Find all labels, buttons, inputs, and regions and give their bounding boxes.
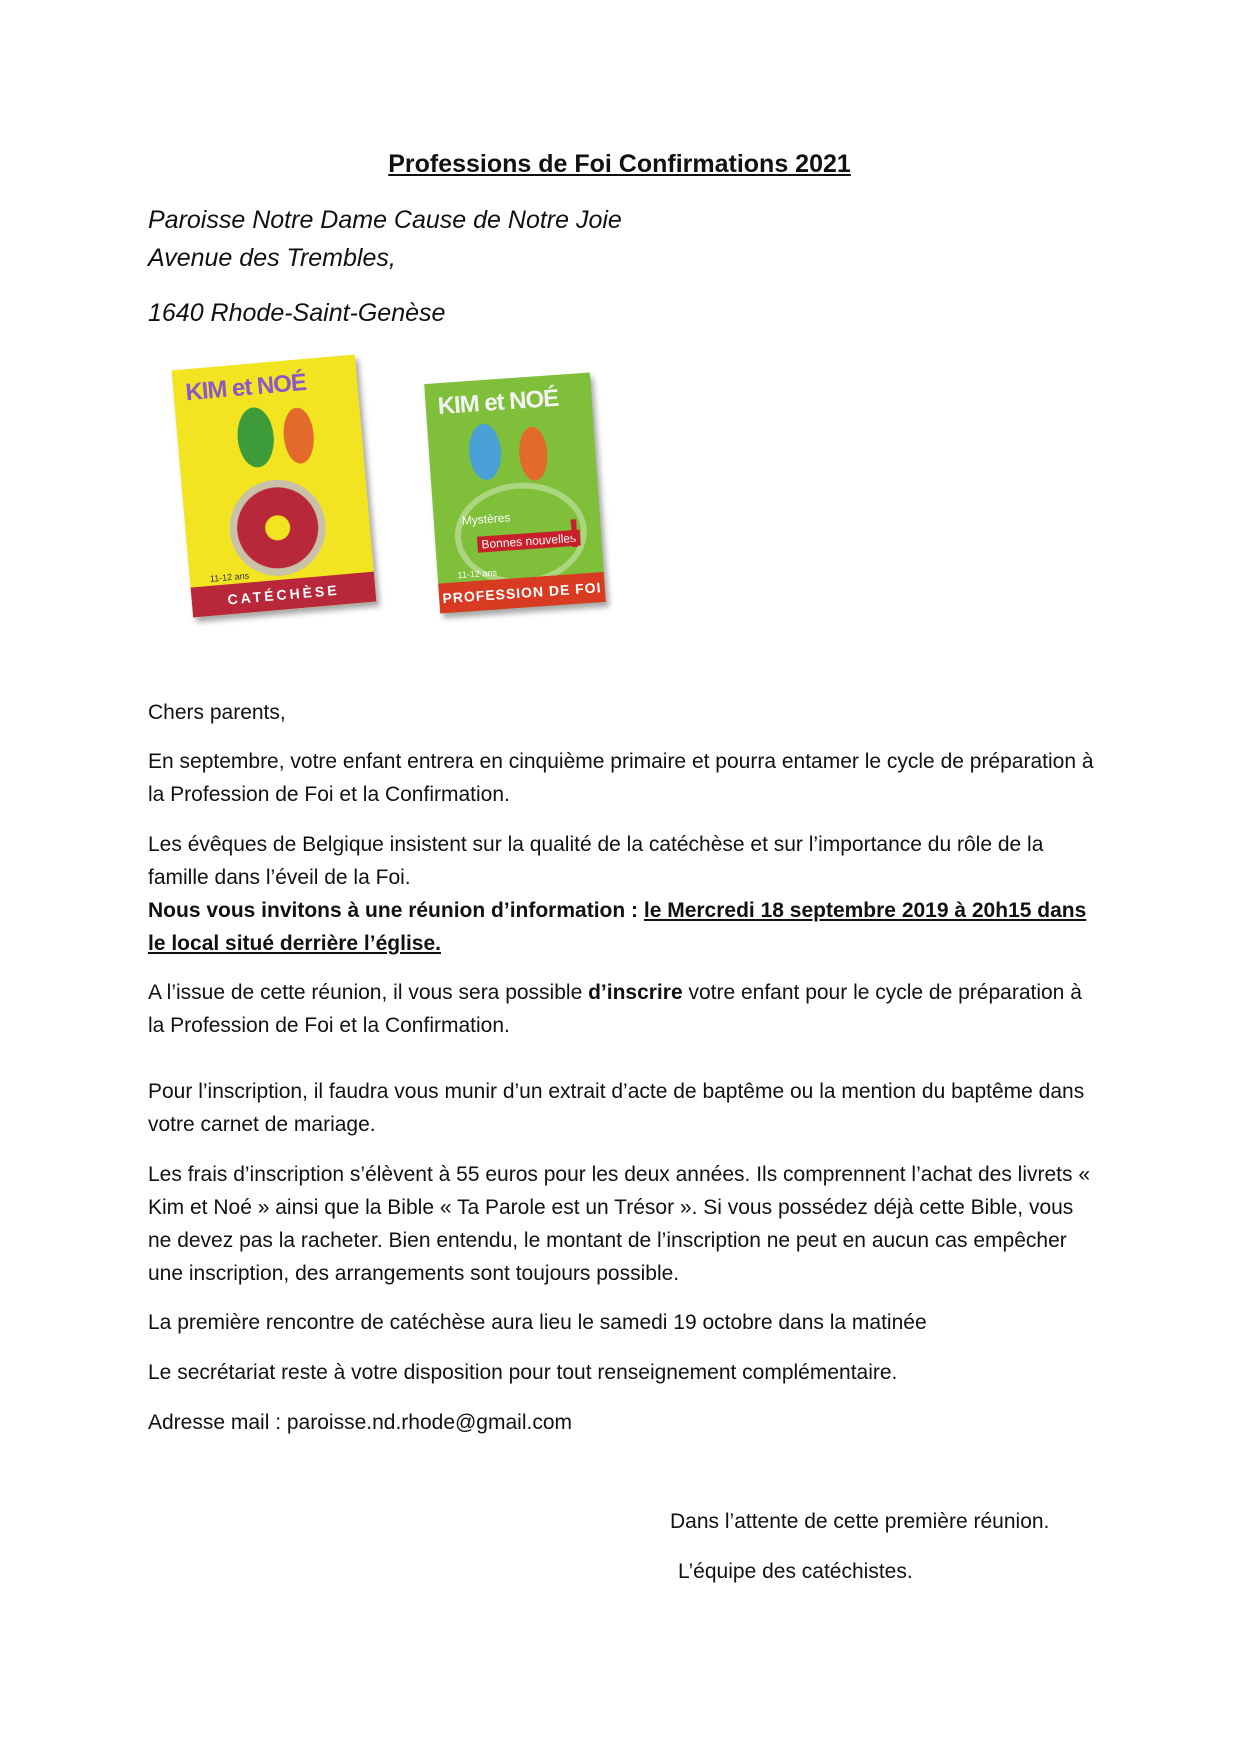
paragraph-first-meeting: La première rencontre de catéchèse aura lieu le samedi 19 octobre dans la matinée [148,1311,927,1334]
cd-disc-icon [226,476,330,580]
paragraph-bishops: Les évêques de Belgique insistent sur la qualité de la catéchèse et sur l’importance du rôle de la famille dans l’éveil de la Foi. [148,833,1044,889]
address-city: 1640 Rhode-Saint-Genèse [148,299,446,327]
book-title: KIM et NOÉ [436,384,560,421]
child-figure-icon [467,423,503,481]
child-figure-icon [517,426,549,482]
address-parish: Paroisse Notre Dame Cause de Notre Joie [148,206,622,234]
paragraph-registration [148,976,1098,1042]
page-title: Professions de Foi Confirmations 2021 [388,150,851,178]
paragraph-fees: Les frais d’inscription s’élèvent à 55 euros pour les deux années. Ils comprennent l’achat des livrets « Kim et Noé » ainsi que la Bible « Ta Parole est un Trésor ». Si vous possédez déjà cette Bible, vous ne devez pas la racheter. Bien entendu, le montant de l’inscription ne peut en aucun cas empêcher une inscription, des arrangements sont toujours possible. [148,1163,1091,1285]
registration-text-end: votre enfant pour le cycle de préparation à la Profession de Foi et la Confirmation. [148,981,1082,1037]
address-street: Avenue des Trembles, [148,244,396,272]
email-address: Adresse mail : paroisse.nd.rhode@gmail.com [148,1411,572,1434]
book-tag: Bonnes nouvelles [477,530,581,553]
child-figure-icon [281,406,316,464]
registration-text: A l’issue de cette réunion, il vous sera possible [148,981,589,1004]
paragraph-secretariat: Le secrétariat reste à votre disposition pour tout renseignement complémentaire. [148,1361,898,1384]
paragraph-documents: Pour l’inscription, il faudra vous munir d’un extrait d’acte de baptême ou la mention du baptême dans votre carnet de mariage. [148,1080,1085,1136]
paragraph-intro: En septembre, votre enfant entrera en cinquième primaire et pourra entamer le cycle de préparation à la Profession de Foi et la Confirmation. [148,750,1094,806]
book-age: 11-12 ans [457,567,498,581]
greeting: Chers parents, [148,701,286,724]
exclamation-icon: ! [566,511,583,557]
book-tag: Mystères [461,510,511,528]
book-band: CATÉCHÈSE [191,572,377,618]
meeting-date: le Mercredi 18 septembre 2019 à 20h15 dans le local situé derrière l’église. [148,899,1087,955]
child-figure-icon [235,406,276,469]
book-cover-catechese [172,354,377,617]
invitation-text: Nous vous invitons à une réunion d’information : [148,899,644,922]
paragraph-invitation [148,894,1098,960]
book-title: KIM et NOÉ [184,368,307,407]
book-cover-profession-de-foi [424,372,606,613]
closing-line: Dans l’attente de cette première réunion. [670,1510,1050,1533]
book-age: 11-12 ans [209,570,250,584]
book-band: PROFESSION DE FOI [438,572,606,614]
registration-emphasis: d’inscrire [588,981,683,1004]
signature: L’équipe des catéchistes. [678,1560,913,1583]
